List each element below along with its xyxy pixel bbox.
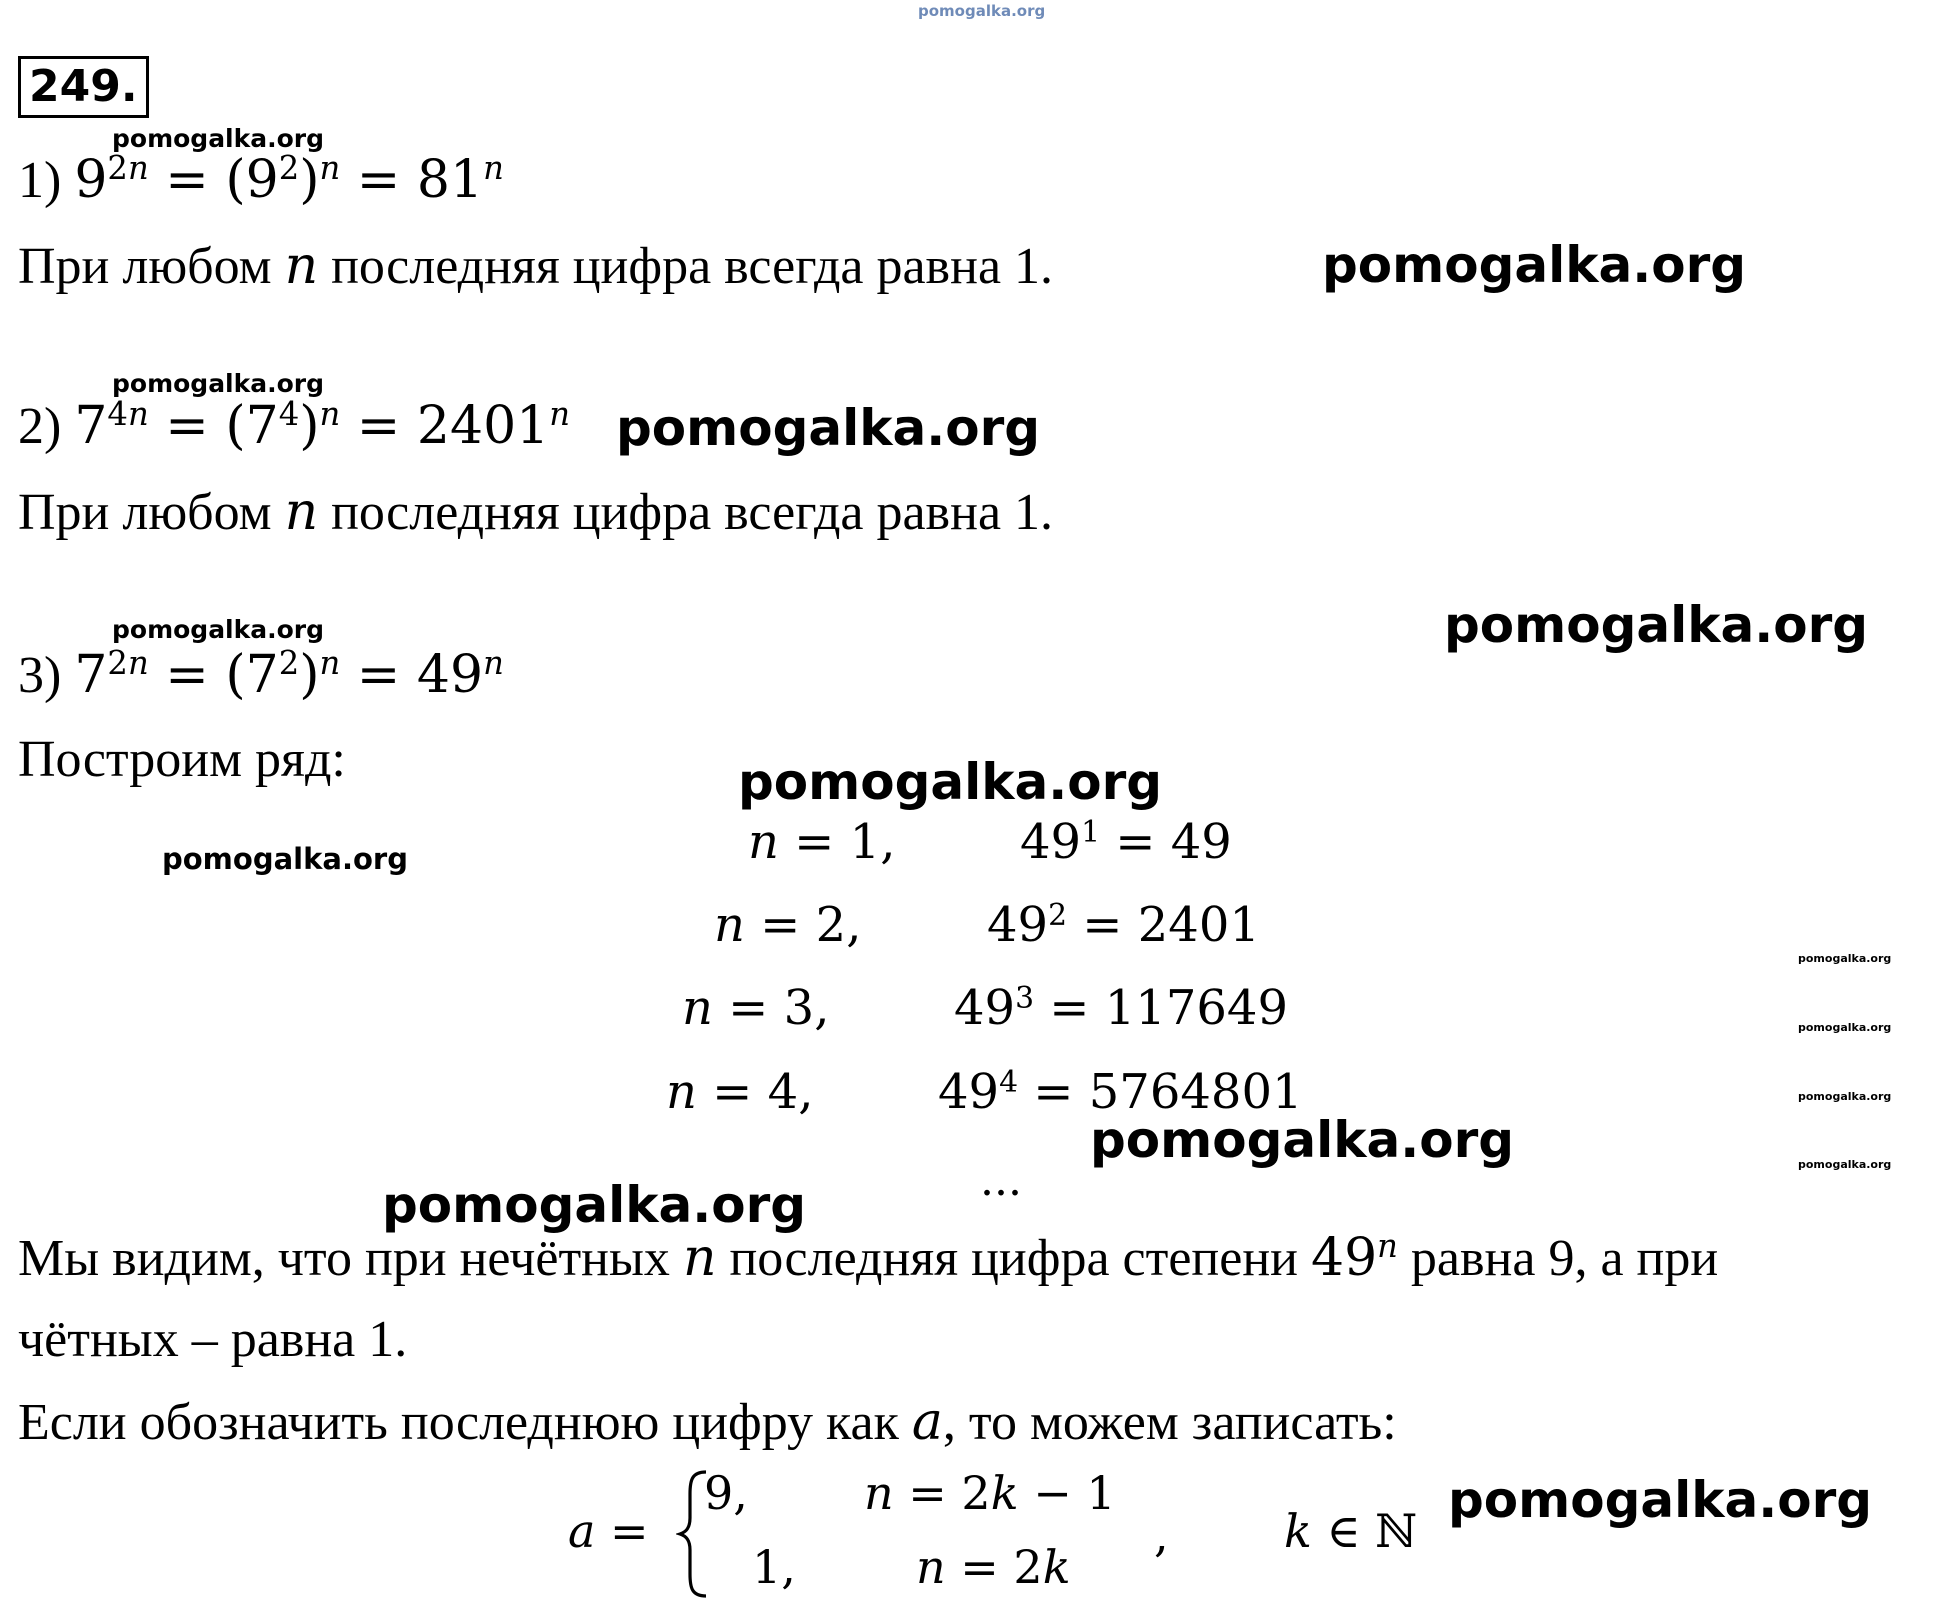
case1-cond: = 2	[893, 1466, 991, 1520]
part2-equation	[18, 396, 570, 462]
watermark-big: pomogalka.org	[1448, 1471, 1873, 1529]
conclusion-part-a: Мы видим, что при нечётных	[18, 1230, 683, 1287]
part2-mid: = (7	[148, 396, 279, 456]
part1-text-after: последняя цифра всегда равна 1.	[318, 238, 1054, 295]
watermark-small: pomogalka.org	[112, 615, 325, 644]
part2-result-var: n	[549, 395, 571, 434]
part3-result: = 49	[340, 645, 484, 705]
cases-lhs-var: a	[568, 1504, 596, 1558]
series-exp: 1	[1081, 814, 1101, 850]
part2-text	[18, 482, 1053, 543]
watermark-tiny: pomogalka.org	[1798, 1021, 1892, 1034]
part3-mid-var: n	[319, 644, 341, 683]
part3-exp: 2	[107, 644, 128, 683]
part1-mid-close: )	[299, 150, 320, 210]
part1-result-var: n	[483, 149, 504, 188]
case1-value: 9,	[704, 1466, 748, 1520]
k-set: ∈ ℕ	[1311, 1504, 1418, 1558]
cases-comma: ,	[1154, 1508, 1169, 1562]
watermark-small: pomogalka.org	[112, 369, 325, 398]
problem-number: 249.	[18, 56, 149, 118]
part2-result: = 2401	[340, 396, 550, 456]
watermark-top: pomogalka.org	[918, 2, 1046, 20]
case1-cond-var: n	[864, 1466, 894, 1520]
series-base: 49	[938, 1064, 1000, 1120]
define-part-a: Если обозначить последнюю цифру как	[18, 1394, 912, 1451]
series-row	[748, 814, 895, 870]
series-var: n	[748, 814, 779, 870]
part3-base: 7	[74, 645, 108, 705]
series-ellipsis: ...	[980, 1155, 1022, 1206]
part2-label: 2)	[18, 398, 75, 455]
series-var: n	[714, 897, 745, 953]
part1-mid-var: n	[319, 149, 341, 188]
conclusion-part-b: последняя цифра степени	[716, 1230, 1311, 1287]
conclusion-var: n	[682, 1228, 717, 1288]
case1-condition	[864, 1464, 1116, 1522]
case2-cond: = 2	[945, 1540, 1043, 1594]
series-var: n	[666, 1064, 697, 1120]
part2-text-after: последняя цифра всегда равна 1.	[318, 484, 1054, 541]
series-result: = 5764801	[1018, 1064, 1303, 1120]
watermark-tiny: pomogalka.org	[1798, 952, 1892, 965]
part2-base: 7	[74, 396, 108, 456]
series-result: = 49	[1100, 814, 1232, 870]
part2-mid-exp: 4	[278, 395, 300, 434]
watermark-tiny: pomogalka.org	[1798, 1158, 1892, 1171]
part3-result-var: n	[483, 644, 504, 683]
part2-text-before: При любом	[18, 484, 285, 541]
series-value	[987, 897, 1260, 960]
part1-text-var: n	[284, 236, 319, 296]
part1-text	[18, 236, 1053, 297]
series-row	[682, 980, 829, 1036]
part3-mid-close: )	[299, 645, 320, 705]
watermark-big: pomogalka.org	[738, 753, 1163, 811]
conclusion-line2: чётных – равна 1.	[18, 1311, 408, 1368]
case2-cond-k: k	[1042, 1540, 1071, 1594]
part3-equation	[18, 645, 504, 711]
series-row	[666, 1064, 813, 1120]
part2-mid-close: )	[299, 396, 320, 456]
series-intro: Построим ряд:	[18, 731, 346, 788]
part1-mid: = (9	[148, 150, 279, 210]
conclusion-exp: n	[1377, 1227, 1398, 1266]
watermark-big: pomogalka.org	[1322, 236, 1747, 294]
part2-exp-var: n	[127, 395, 149, 434]
k-var: k	[1284, 1504, 1312, 1558]
conclusion-line1	[18, 1228, 1718, 1294]
part1-mid-exp: 2	[278, 149, 300, 188]
series-exp: 3	[1015, 980, 1035, 1016]
define-part-b: , то можем записать:	[942, 1394, 1397, 1451]
cases-eq: =	[595, 1504, 649, 1558]
series-eq: = 1,	[778, 814, 896, 870]
series-base: 49	[1020, 814, 1082, 870]
series-result: = 2401	[1067, 897, 1260, 953]
series-base: 49	[987, 897, 1049, 953]
series-base: 49	[954, 980, 1016, 1036]
series-exp: 2	[1048, 897, 1068, 933]
watermark-mid: pomogalka.org	[162, 842, 408, 876]
case1-cond-tail: − 1	[1018, 1466, 1116, 1520]
series-value	[954, 980, 1288, 1043]
part2-text-var: n	[284, 482, 319, 542]
part1-label: 1)	[18, 152, 75, 209]
case2-value: 1,	[752, 1540, 796, 1594]
define-line	[18, 1392, 1397, 1453]
part1-text-before: При любом	[18, 238, 285, 295]
series-value	[1020, 814, 1232, 877]
k-domain	[1284, 1502, 1417, 1560]
case2-condition	[916, 1538, 1071, 1596]
define-var: a	[911, 1392, 943, 1452]
watermark-big: pomogalka.org	[382, 1176, 807, 1234]
cases-lhs	[568, 1502, 649, 1560]
part3-mid: = (7	[148, 645, 279, 705]
conclusion-part-c: равна 9, а при	[1397, 1230, 1719, 1287]
series-exp: 4	[999, 1064, 1019, 1100]
part3-mid-exp: 2	[278, 644, 300, 683]
part3-exp-var: n	[127, 644, 149, 683]
watermark-big: pomogalka.org	[1090, 1111, 1515, 1169]
case2-cond-var: n	[916, 1540, 946, 1594]
part1-exp: 2	[107, 149, 128, 188]
case1-cond-k: k	[990, 1466, 1019, 1520]
watermark-big: pomogalka.org	[616, 399, 1041, 457]
series-eq: = 2,	[744, 897, 862, 953]
conclusion-base: 49	[1310, 1228, 1378, 1288]
watermark-big: pomogalka.org	[1444, 596, 1869, 654]
part1-result: = 81	[340, 150, 484, 210]
part1-equation	[18, 150, 504, 216]
watermark-tiny: pomogalka.org	[1798, 1090, 1892, 1103]
series-eq: = 3,	[712, 980, 830, 1036]
watermark-small: pomogalka.org	[112, 124, 325, 153]
part1-exp-var: n	[127, 149, 149, 188]
part1-base: 9	[74, 150, 108, 210]
part2-exp: 4	[107, 395, 128, 434]
series-result: = 117649	[1034, 980, 1288, 1036]
part3-label: 3)	[18, 647, 75, 704]
series-var: n	[682, 980, 713, 1036]
series-eq: = 4,	[696, 1064, 814, 1120]
series-row	[714, 897, 861, 953]
part2-mid-var: n	[319, 395, 341, 434]
